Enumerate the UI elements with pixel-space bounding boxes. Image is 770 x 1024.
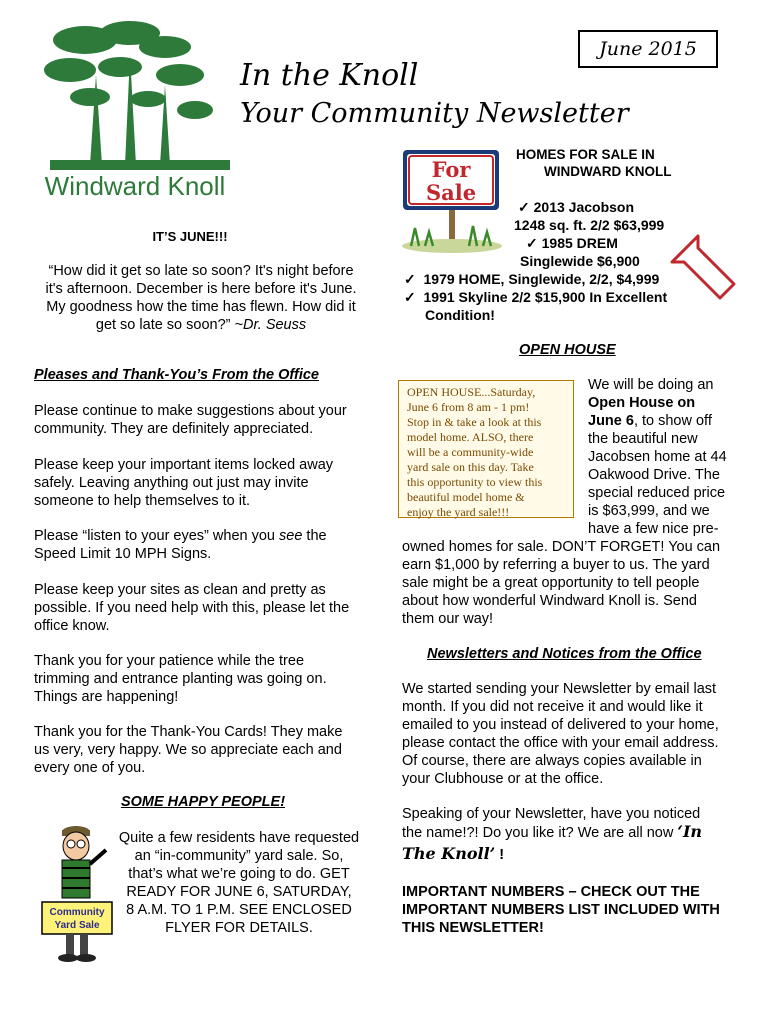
for-sale-sign-clipart <box>397 146 507 254</box>
happy-people-heading: SOME HAPPY PEOPLE! <box>120 794 286 810</box>
svg-text:Yard Sale: Yard Sale <box>54 920 100 931</box>
home-listing-2: ✓ 1985 DREM Singlewide $6,900 <box>520 235 640 269</box>
newsletter-subtitle: Your Community Newsletter <box>240 98 629 129</box>
happy-people-text: Quite a few residents have requested an “in-community” yard sale. So, that’s what we’re going to do. GET READY FOR JUNE 6, SATURDAY, 8 A.M. TO 1 P.M. SEE ENCLOSED FLYER FOR DETAILS. <box>118 830 360 936</box>
important-numbers-notice: IMPORTANT NUMBERS – CHECK OUT THE IMPORTANT NUMBERS LIST INCLUDED WITH THIS NEWSLETTER! <box>402 884 720 936</box>
open-house-callout: OPEN HOUSE...Saturday, June 6 from 8 am - 1 pm! Stop in & take a look at this model home. ALSO, there will be a community-wide yard sale on this day. Take this opportunity to view this beautiful model home & enjoy the yard sale!!! <box>398 380 574 518</box>
svg-text:For: For <box>431 157 471 182</box>
open-house-side-text: We will be doing an Open House on June 6, to show off the beautiful new Jacobsen home at 44 Oakwood Drive. The special reduced price is $63,999, and we have a few nice pre- <box>588 377 727 537</box>
home-listing-3: ✓ 1979 HOME, Singlewide, 2/2, $4,999 <box>404 271 660 287</box>
home-listing-4: ✓ 1991 Skyline 2/2 $15,900 In Excellent Condition! <box>404 289 668 323</box>
quote-line: get so late so soon?” ~Dr. Seuss <box>95 317 307 333</box>
svg-text:Windward Knoll: Windward Knoll <box>44 171 226 201</box>
homes-for-sale-heading: HOMES FOR SALE IN WINDWARD KNOLL <box>516 147 672 179</box>
quote-author: ~Dr. Seuss <box>234 317 307 333</box>
issue-date: June 2015 <box>578 30 718 68</box>
home-listing-1: ✓ 2013 Jacobson 1248 sq. ft. 2/2 $63,999 <box>514 199 665 233</box>
pleases-paragraph-1: Please continue to make suggestions about your community. They are definitely appreciated. <box>34 403 347 437</box>
newsletter-title: In the Knoll <box>240 58 419 93</box>
check-icon: ✓ <box>404 271 416 287</box>
pleases-paragraph-5: Thank you for your patience while the tree trimming and entrance planting was going on. Things are happening! <box>34 653 327 705</box>
check-icon: ✓ <box>518 199 530 215</box>
pleases-paragraph-6: Thank you for the Thank-You Cards! They make us very, very happy. We so appreciate each and every one of you. <box>34 724 343 776</box>
check-icon: ✓ <box>404 289 416 305</box>
seuss-quote <box>30 262 372 334</box>
svg-text:Sale: Sale <box>425 180 477 205</box>
quote-line: “How did it get so late so soon? It's night before <box>48 263 354 279</box>
pleases-heading: Pleases and Thank-You’s From the Office <box>34 367 319 383</box>
svg-text:Community: Community <box>49 907 105 918</box>
arrow-pointer-icon <box>668 232 740 306</box>
quote-line: it's afternoon. December is here before it's June. <box>45 281 357 297</box>
open-house-full-text: owned homes for sale. DON’T FORGET! You can earn $1,000 by referring a buyer to us. The yard sale might be a great opportunity to tell people about how wonderful Windward Knoll is. Send them our way! <box>402 539 721 627</box>
windward-knoll-logo <box>30 15 240 210</box>
newsletters-heading: Newsletters and Notices from the Office <box>427 646 702 662</box>
quote-heading: IT’S JUNE!!! <box>152 229 228 244</box>
check-icon: ✓ <box>526 235 538 251</box>
newsletters-paragraph-1: We started sending your Newsletter by email last month. If you did not receive it and would like it emailed to you instead of delivered to your home, please contact the office with your email address. Of course, there are always copies available in your Clubhouse or at the office. <box>402 681 719 787</box>
quote-line: My goodness how the time has flewn. How did it <box>46 299 356 315</box>
pleases-paragraph-3: Please “listen to your eyes” when you see the Speed Limit 10 MPH Signs. <box>34 528 327 562</box>
pleases-paragraph-4: Please keep your sites as clean and pretty as possible. If you need help with this, please let the office know. <box>34 582 350 634</box>
pleases-paragraph-2: Please keep your important items locked away safely. Leaving anything out just may invite someone to help themselves to it. <box>34 457 334 509</box>
newsletters-paragraph-2: Speaking of your Newsletter, have you noticed the name!?! Do you like it? We are all now ‘In The Knoll’ ! <box>402 806 703 863</box>
open-house-heading: OPEN HOUSE <box>519 342 616 358</box>
